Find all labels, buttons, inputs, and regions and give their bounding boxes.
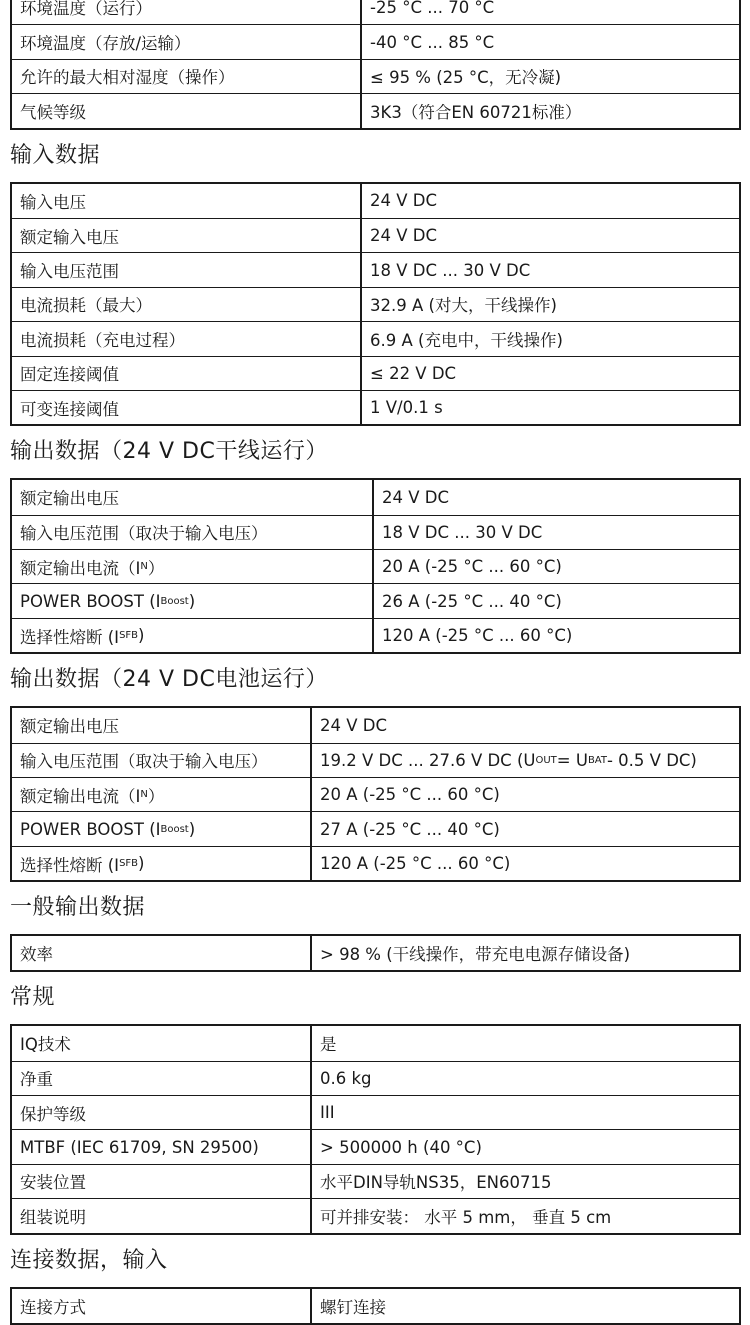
row-value: -25 °C ... 70 °C: [370, 0, 495, 17]
table-row: [12, 93, 739, 127]
row-value: 120 A (-25 °C ... 60 °C): [382, 626, 573, 646]
output-battery-table: [10, 706, 741, 882]
section-title-input-data: 输入数据: [10, 142, 101, 168]
row-value: 24 V DC: [370, 226, 437, 246]
table-row: [12, 24, 739, 58]
table-row: [12, 583, 739, 617]
row-label: 额定输出电流（I N ）: [12, 550, 374, 583]
row-label: 气候等级: [12, 94, 362, 127]
row-value: 可并排安装： 水平 5 mm， 垂直 5 cm: [320, 1207, 612, 1227]
table-row: [12, 184, 739, 218]
environment-table: [10, 0, 741, 130]
general-table: [10, 1024, 741, 1234]
section-title-general-output: 一般输出数据: [10, 895, 146, 921]
table-row: [12, 1095, 739, 1129]
row-value: 24 V DC: [382, 487, 449, 507]
row-label: 选择性熔断 (I SFB ): [12, 847, 312, 880]
row-label: 额定输出电流（I N ）: [12, 778, 312, 811]
row-value: 3K3（符合EN 60721标准）: [370, 102, 582, 122]
row-label: 电流损耗（充电过程）: [12, 322, 362, 355]
row-value: ≤ 95 % (25 °C，无冷凝): [370, 68, 562, 88]
table-row: [12, 811, 739, 845]
row-value: 6.9 A (充电中，干线操作): [370, 330, 563, 350]
row-value: 0.6 kg: [320, 1068, 372, 1088]
row-value: > 98 % (干线操作，带充电电源存储设备): [320, 945, 631, 965]
table-row: [12, 1026, 739, 1060]
table-row: [12, 1061, 739, 1095]
row-label: POWER BOOST (I Boost ): [12, 812, 312, 845]
table-row: [12, 515, 739, 549]
table-row: [12, 618, 739, 652]
row-label: 额定输出电压: [12, 708, 312, 742]
row-label: POWER BOOST (I Boost ): [12, 584, 374, 617]
row-label: 允许的最大相对湿度（操作）: [12, 60, 362, 93]
row-value: 是: [320, 1035, 337, 1055]
section-title-output-mains: 输出数据（24 V DC干线运行）: [10, 439, 328, 465]
row-value: 20 A (-25 °C ... 60 °C): [320, 785, 500, 805]
row-label: 输入电压范围（取决于输入电压）: [12, 744, 312, 777]
table-row: [12, 936, 739, 970]
table-row: [12, 708, 739, 742]
table-row: [12, 743, 739, 777]
table-row: [12, 1289, 739, 1323]
row-value: 120 A (-25 °C ... 60 °C): [320, 854, 511, 873]
row-value: 27 A (-25 °C ... 40 °C): [320, 819, 500, 839]
table-row: [12, 287, 739, 321]
row-label: 输入电压范围（取决于输入电压）: [12, 516, 374, 549]
table-row: [12, 846, 739, 880]
table-row: [12, 0, 739, 24]
row-label: MTBF (IEC 61709, SN 29500): [12, 1130, 312, 1163]
table-row: [12, 321, 739, 355]
input-data-table: [10, 182, 741, 427]
row-value: 19.2 V DC ... 27.6 V DC (U OUT = U BAT - 0.5 V DC): [320, 750, 697, 770]
connection-input-table: [10, 1287, 741, 1325]
row-value: III: [320, 1103, 335, 1123]
row-label: 净重: [12, 1062, 312, 1095]
row-value: 18 V DC ... 30 V DC: [370, 260, 531, 280]
row-label: 效率: [12, 936, 312, 970]
row-value: -40 °C ... 85 °C: [370, 32, 495, 52]
row-value: 水平DIN导轨NS35，EN60715: [320, 1173, 552, 1193]
row-value: 20 A (-25 °C ... 60 °C): [382, 557, 562, 577]
row-label: 固定连接阈值: [12, 357, 362, 390]
section-title-connection-input: 连接数据，输入: [10, 1247, 168, 1273]
row-label: 环境温度（存放/运输）: [12, 25, 362, 58]
table-row: [12, 1129, 739, 1163]
table-row: [12, 549, 739, 583]
row-value: 1 V/0.1 s: [370, 398, 443, 418]
row-value: 24 V DC: [320, 715, 387, 735]
row-label: 可变连接阈值: [12, 391, 362, 424]
output-mains-table: [10, 478, 741, 654]
general-output-table: [10, 934, 741, 972]
row-value: > 500000 h (40 °C): [320, 1137, 482, 1157]
row-label: 输入电压范围: [12, 253, 362, 286]
table-row: [12, 390, 739, 424]
row-value: 26 A (-25 °C ... 40 °C): [382, 591, 562, 611]
row-label: 安装位置: [12, 1165, 312, 1198]
row-value: ≤ 22 V DC: [370, 363, 457, 383]
row-label: 保护等级: [12, 1096, 312, 1129]
row-label: 环境温度（运行）: [12, 0, 362, 24]
row-label: 输入电压: [12, 184, 362, 218]
row-value: 24 V DC: [370, 191, 437, 211]
row-value: 螺钉连接: [320, 1297, 386, 1317]
row-label: IQ技术: [12, 1026, 312, 1060]
table-row: [12, 777, 739, 811]
row-label: 选择性熔断 (I SFB ): [12, 619, 374, 652]
row-value: 18 V DC ... 30 V DC: [382, 522, 543, 542]
table-row: [12, 59, 739, 93]
table-row: [12, 356, 739, 390]
row-label: 额定输入电压: [12, 219, 362, 252]
table-row: [12, 218, 739, 252]
table-row: [12, 252, 739, 286]
row-value: 32.9 A (对大，干线操作): [370, 296, 557, 316]
row-label: 电流损耗（最大）: [12, 288, 362, 321]
table-row: [12, 480, 739, 514]
row-label: 组装说明: [12, 1199, 312, 1232]
section-title-output-battery: 输出数据（24 V DC电池运行）: [10, 667, 328, 693]
row-label: 额定输出电压: [12, 480, 374, 514]
row-label: 连接方式: [12, 1289, 312, 1323]
table-row: [12, 1164, 739, 1198]
table-row: [12, 1198, 739, 1232]
section-title-general: 常规: [10, 985, 56, 1011]
